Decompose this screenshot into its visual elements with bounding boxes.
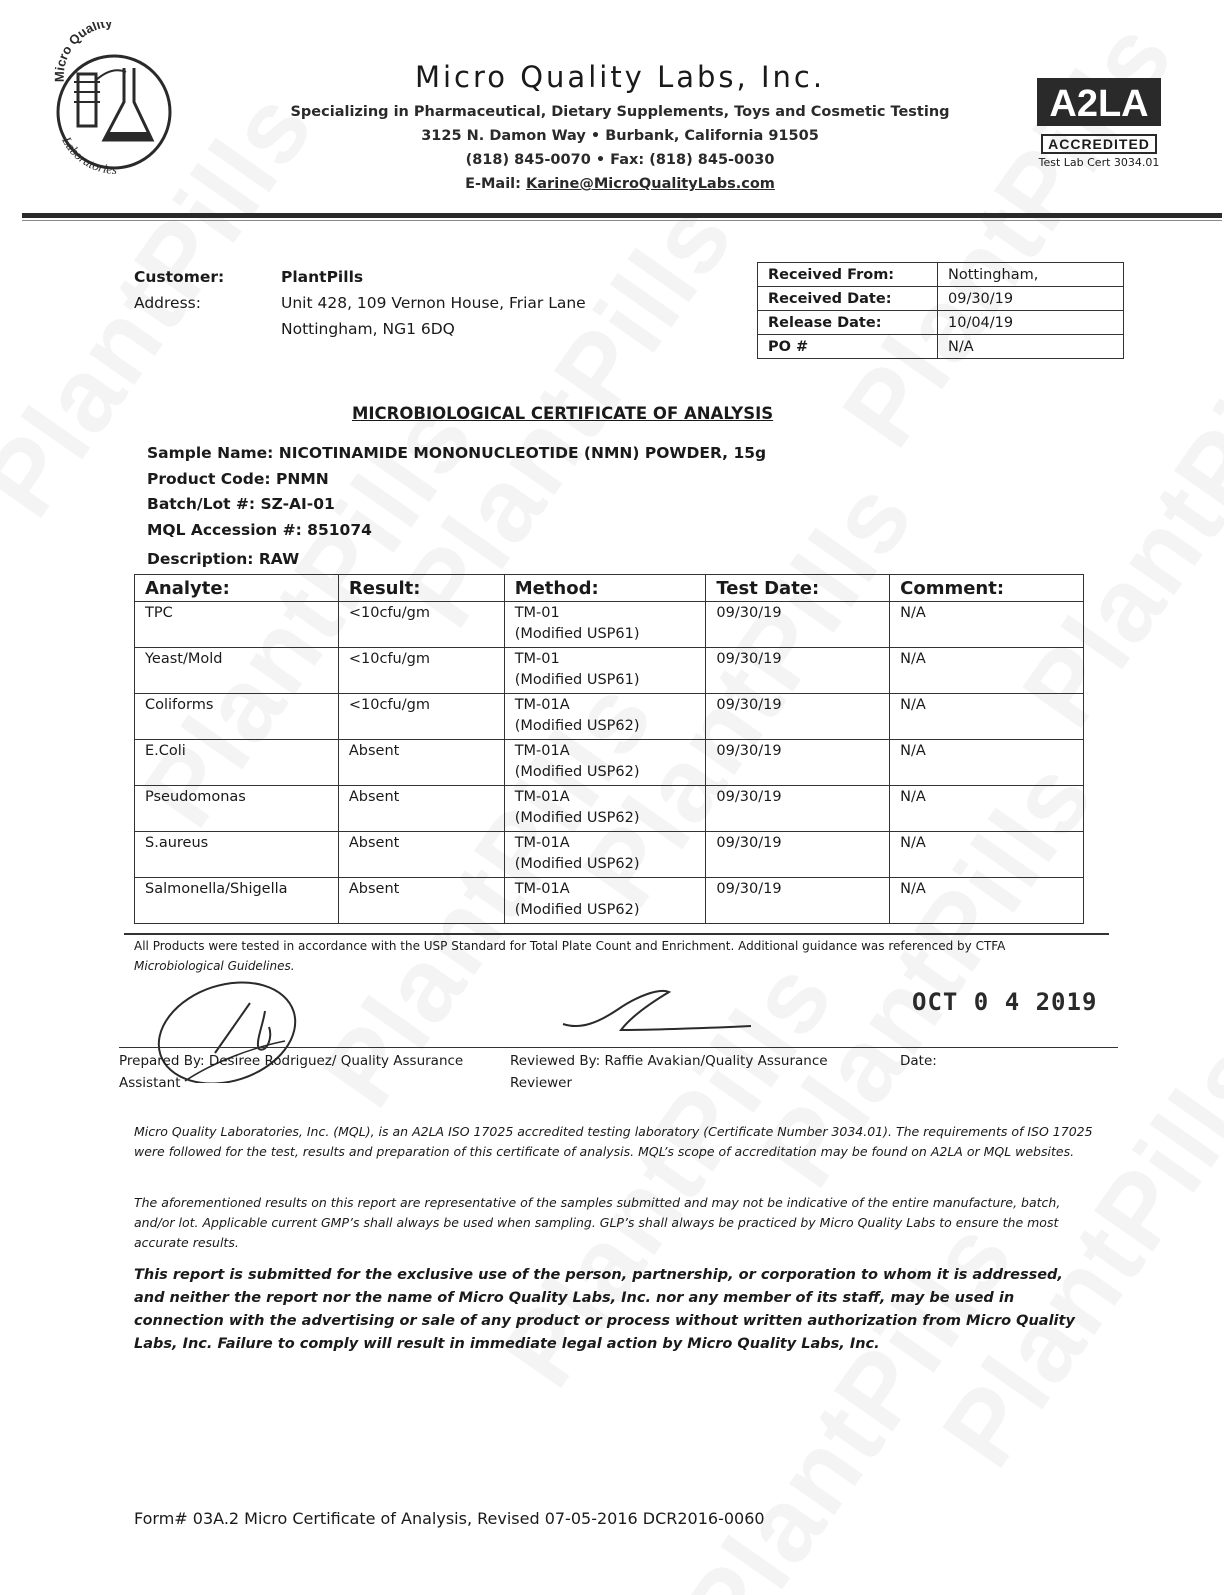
analyte-cell-text: Pseudomonas (145, 789, 246, 805)
accredited-label: ACCREDITED (1041, 134, 1157, 154)
receipt-label: Release Date: (758, 311, 938, 335)
analyte-cell (135, 648, 339, 694)
result-cell (338, 740, 504, 786)
result-cell (338, 878, 504, 924)
receipt-label: Received Date: (758, 287, 938, 311)
method-cell (504, 832, 706, 878)
sample-description: Description: RAW (147, 550, 300, 568)
comment-cell (890, 832, 1084, 878)
method-cell-text: TM-01A (514, 835, 570, 851)
test-date-cell-text: 09/30/19 (716, 835, 782, 851)
result-cell-text: Absent (348, 881, 400, 897)
result-cell-text: <10cfu/gm (348, 605, 430, 621)
comment-cell-text: N/A (900, 881, 926, 897)
address-label: Address: (134, 294, 201, 312)
certificate-title: MICROBIOLOGICAL CERTIFICATE OF ANALYSIS (352, 404, 774, 423)
method-note-text: (Modified USP62) (514, 856, 640, 872)
flask-logo-icon (44, 22, 184, 182)
method-note-text: (Modified USP62) (514, 810, 640, 826)
result-cell-text: Absent (348, 789, 400, 805)
date-label: Date: (900, 1053, 937, 1069)
column-header: Test Date: (706, 575, 890, 602)
test-date-cell-text: 09/30/19 (716, 743, 782, 759)
analyte-cell (135, 832, 339, 878)
analyte-cell-text: Yeast/Mold (145, 651, 223, 667)
reviewed-by: Reviewed By: Raffie Avakian/Quality Assurance Reviewer (510, 1053, 828, 1091)
address-line-1: Unit 428, 109 Vernon House, Friar Lane (281, 294, 586, 312)
comment-cell-text: N/A (900, 789, 926, 805)
analyte-cell (135, 786, 339, 832)
method-cell-text: TM-01A (514, 881, 570, 897)
test-date-cell-text: 09/30/19 (716, 605, 782, 621)
comment-cell (890, 694, 1084, 740)
lab-name: Micro Quality Labs, Inc. (414, 60, 826, 94)
table-row (135, 786, 1084, 832)
analyte-cell-text: TPC (145, 605, 173, 621)
release-date-stamp: OCT 0 4 2019 (912, 988, 1098, 1016)
header-divider-thin (22, 220, 1222, 221)
receipt-value: 10/04/19 (938, 311, 1124, 335)
customer-label: Customer: (134, 268, 225, 286)
product-code: Product Code: PNMN (147, 469, 329, 488)
method-note-text: (Modified USP61) (514, 626, 640, 642)
customer-info (134, 264, 586, 342)
receipt-value: 09/30/19 (938, 287, 1124, 311)
comment-cell-text: N/A (900, 651, 926, 667)
email-link[interactable]: Karine@MicroQualityLabs.com (526, 176, 775, 192)
method-cell-text: TM-01 (514, 651, 560, 667)
test-date-cell (706, 648, 890, 694)
exclusive-use-disclaimer: This report is submitted for the exclusive use of the person, partnership, or corporation to whom it is addressed, and neither the report nor the name of Micro Quality Labs, Inc. nor any member of its staff, may be used in connection with the advertising or sale of any product or process without written authorization from Micro Quality Labs, Inc. Failure to comply will result in immediate legal action by Micro Quality Labs, Inc. (134, 1267, 1075, 1352)
address-line-2: Nottingham, NG1 6DQ (281, 320, 455, 338)
comment-cell (890, 648, 1084, 694)
result-cell (338, 786, 504, 832)
table-row (135, 602, 1084, 648)
table-row (758, 263, 1124, 287)
method-cell (504, 694, 706, 740)
watermark-text (920, 1020, 1224, 1488)
comment-cell (890, 878, 1084, 924)
batch-lot: Batch/Lot #: SZ-AI-01 (147, 495, 335, 513)
mql-accession: MQL Accession #: 851074 (147, 520, 372, 539)
accreditation-disclaimer: Micro Quality Laboratories, Inc. (MQL), is an A2LA ISO 17025 accredited testing laboratory (Certificate Number 3034.01). The requirements of ISO 17025 were followed for the test, results and preparation of this certificate of analysis. MQL’s scope of accreditation may be found on A2LA or MQL websites. (134, 1124, 1093, 1159)
column-header: Method: (504, 575, 706, 602)
analyte-cell-text: Coliforms (145, 697, 214, 713)
test-date-cell (706, 878, 890, 924)
method-cell (504, 602, 706, 648)
test-date-cell (706, 694, 890, 740)
result-cell (338, 602, 504, 648)
sample-info (147, 441, 766, 543)
table-row (758, 287, 1124, 311)
test-date-cell (706, 602, 890, 648)
test-date-cell-text: 09/30/19 (716, 881, 782, 897)
table-header-row (135, 575, 1084, 602)
customer-name: PlantPills (281, 268, 364, 286)
comment-cell-text: N/A (900, 743, 926, 759)
result-cell-text: Absent (348, 835, 400, 851)
table-row (135, 878, 1084, 924)
testing-note-italic: Microbiological Guidelines. (134, 959, 295, 973)
result-cell-text: <10cfu/gm (348, 651, 430, 667)
result-cell (338, 694, 504, 740)
form-footer: Form# 03A.2 Micro Certificate of Analysis, Revised 07-05-2016 DCR2016-0060 (134, 1509, 765, 1528)
result-cell-text: Absent (348, 743, 400, 759)
lab-header (290, 60, 950, 196)
test-date-cell (706, 832, 890, 878)
analyte-cell (135, 740, 339, 786)
svg-text:Laboratories: Laboratories (59, 134, 118, 177)
analyte-cell-text: Salmonella/Shigella (145, 881, 288, 897)
lab-phone: (818) 845-0070 • Fax: (818) 845-0030 (465, 152, 775, 168)
table-row (758, 311, 1124, 335)
column-header: Analyte: (135, 575, 339, 602)
prepared-by: Prepared By: Desiree Rodriguez/ Quality Assurance Assistant (119, 1053, 464, 1091)
analyte-cell (135, 694, 339, 740)
result-cell (338, 648, 504, 694)
table-row (135, 740, 1084, 786)
receipt-label: PO # (758, 335, 938, 359)
test-date-cell-text: 09/30/19 (716, 789, 782, 805)
lab-email-line (290, 172, 950, 196)
analyte-cell (135, 878, 339, 924)
comment-cell-text: N/A (900, 697, 926, 713)
lab-logo (44, 22, 184, 182)
method-cell (504, 878, 706, 924)
analyte-cell-text: E.Coli (145, 743, 186, 759)
result-cell (338, 832, 504, 878)
receipt-label: Received From: (758, 263, 938, 287)
email-label: E-Mail: (465, 176, 521, 192)
svg-text:Micro Quality: Micro Quality (51, 22, 113, 83)
analyte-cell (135, 602, 339, 648)
testing-note-text: All Products were tested in accordance with the USP Standard for Total Plate Count and Enrichment. Additional guidance was referenced by CTFA (134, 939, 1006, 953)
receipt-table (757, 262, 1124, 359)
lab-tagline: Specializing in Pharmaceutical, Dietary Supplements, Toys and Cosmetic Testing (290, 104, 950, 120)
method-cell (504, 648, 706, 694)
lab-address: 3125 N. Damon Way • Burbank, California 91505 (421, 128, 819, 144)
method-cell-text: TM-01A (514, 743, 570, 759)
method-cell-text: TM-01A (514, 789, 570, 805)
method-note-text: (Modified USP62) (514, 764, 640, 780)
method-note-text: (Modified USP62) (514, 718, 640, 734)
test-date-cell-text: 09/30/19 (716, 651, 782, 667)
method-cell-text: TM-01 (514, 605, 560, 621)
table-row (135, 832, 1084, 878)
reviewed-signature (555, 980, 755, 1040)
representative-disclaimer: The aforementioned results on this report are representative of the samples submitted and may not be indicative of the entire manufacture, batch, and/or lot. Applicable current GMP’s shall always be used when sampling. GLP’s shall always be practiced by Micro Quality Labs to ensure the most accurate results. (134, 1195, 1061, 1250)
comment-cell-text: N/A (900, 835, 926, 851)
column-header: Result: (338, 575, 504, 602)
result-cell-text: <10cfu/gm (348, 697, 430, 713)
table-row (758, 335, 1124, 359)
method-note-text: (Modified USP61) (514, 672, 640, 688)
svg-text:A2LA: A2LA (1049, 83, 1149, 125)
a2la-accreditation (1024, 72, 1174, 169)
receipt-value: N/A (938, 335, 1124, 359)
comment-cell (890, 602, 1084, 648)
table-row (135, 648, 1084, 694)
results-table (134, 574, 1084, 924)
sample-name: Sample Name: NICOTINAMIDE MONONUCLEOTIDE (NMN) POWDER, 15g (147, 444, 767, 462)
method-note-text: (Modified USP62) (514, 902, 640, 918)
method-cell (504, 740, 706, 786)
receipt-value: Nottingham, (938, 263, 1124, 287)
method-cell (504, 786, 706, 832)
lab-cert-number: Test Lab Cert 3034.01 (1038, 156, 1160, 169)
signature-line (119, 1047, 1118, 1048)
test-date-cell-text: 09/30/19 (716, 697, 782, 713)
comment-cell (890, 786, 1084, 832)
a2la-logo-icon (1035, 72, 1163, 128)
watermark-text (660, 1200, 1037, 1595)
test-date-cell (706, 786, 890, 832)
comment-cell (890, 740, 1084, 786)
column-header: Comment: (890, 575, 1084, 602)
method-cell-text: TM-01A (514, 697, 570, 713)
analyte-cell-text: S.aureus (145, 835, 209, 851)
test-date-cell (706, 740, 890, 786)
header-divider (22, 213, 1222, 218)
table-row (135, 694, 1084, 740)
table-footer-divider (124, 933, 1109, 935)
comment-cell-text: N/A (900, 605, 926, 621)
